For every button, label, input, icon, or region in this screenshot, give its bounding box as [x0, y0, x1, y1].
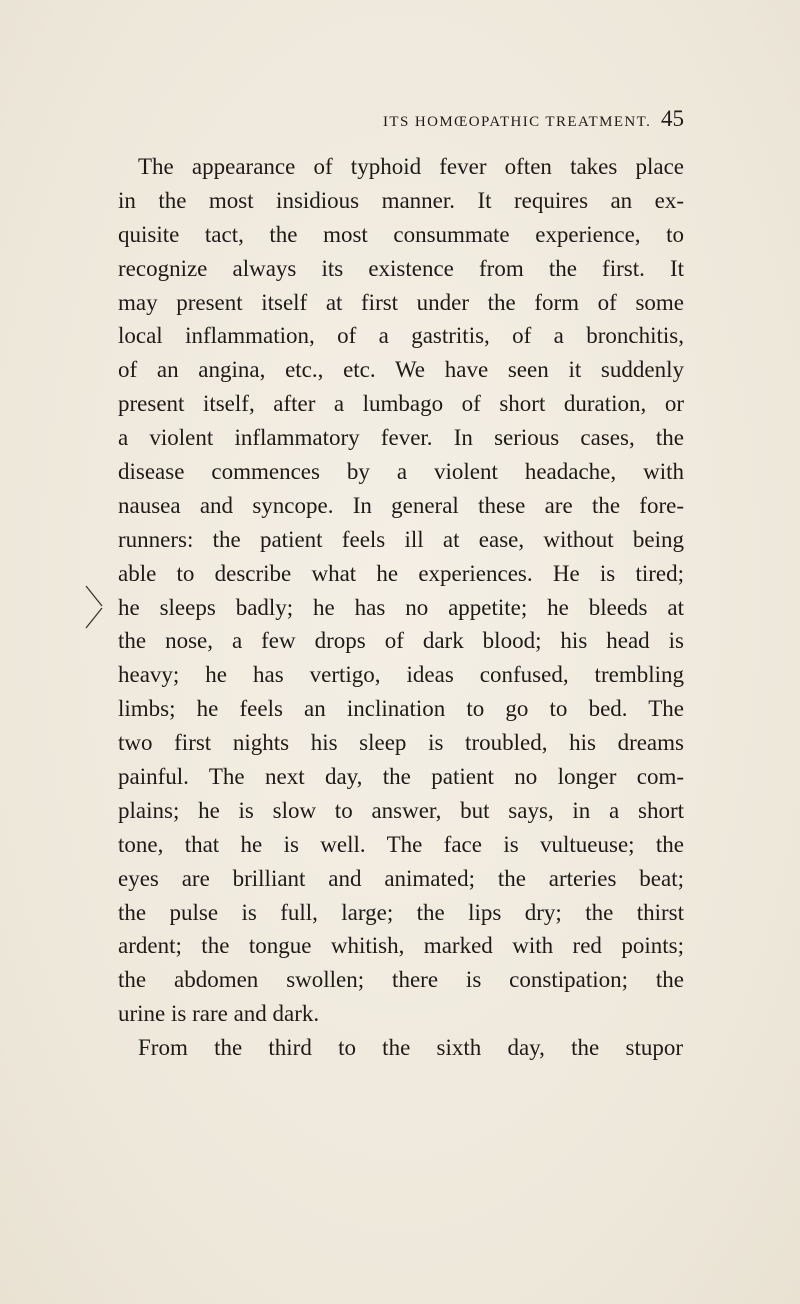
running-title: ITS HOMŒOPATHIC TREATMENT. — [383, 114, 652, 130]
text-line: heavy; he has vertigo, ideas confused, trembling — [118, 662, 684, 688]
text-line: the abdomen swollen; there is constipation; the — [118, 967, 684, 993]
text-line: runners: the patient feels ill at ease, without being — [118, 526, 684, 552]
text-line: present itself, after a lumbago of short duration, or — [118, 391, 684, 417]
text-line: eyes are brilliant and animated; the arteries beat; — [118, 865, 684, 891]
text-line: he sleeps badly; he has no appetite; he bleeds at — [118, 594, 684, 620]
text-line: may present itself at first under the form of some — [118, 289, 684, 315]
text-line: of an angina, etc., etc. We have seen it suddenly — [118, 357, 684, 383]
text-line: painful. The next day, the patient no longer com- — [118, 764, 684, 790]
text-line: disease commences by a violent headache, with — [118, 459, 684, 485]
text-line: the pulse is full, large; the lips dry; the thirst — [118, 899, 684, 925]
text-line: recognize always its existence from the first. It — [118, 255, 684, 281]
text-line: The appearance of typhoid fever often takes place — [138, 154, 684, 179]
text-line: local inflammation, of a gastritis, of a bronchitis, — [118, 323, 684, 349]
body-text — [118, 150, 684, 1065]
text-line: able to describe what he experiences. He is tired; — [118, 560, 684, 586]
page-number: 45 — [661, 106, 684, 131]
text-line: From the third to the sixth day, the stupor — [138, 1035, 683, 1061]
text-line: nausea and syncope. In general these are the fore- — [118, 492, 684, 518]
text-line: a violent inflammatory fever. In serious cases, the — [118, 425, 684, 451]
text-line: tone, that he is well. The face is vultueuse; the — [118, 831, 684, 857]
text-line: limbs; he feels an inclination to go to bed. The — [118, 696, 684, 722]
text-line: plains; he is slow to answer, but says, in a short — [118, 797, 684, 823]
text-line: the nose, a few drops of dark blood; his head is — [118, 628, 684, 654]
text-line: quisite tact, the most consummate experience, to — [118, 221, 684, 247]
text-line: two first nights his sleep is troubled, his dreams — [118, 730, 684, 756]
text-line: urine is rare and dark. — [118, 1001, 320, 1027]
running-head — [118, 100, 684, 130]
text-line: ardent; the tongue whitish, marked with red points; — [118, 933, 684, 959]
text-line: in the most insidious manner. It requires an ex- — [118, 187, 684, 213]
